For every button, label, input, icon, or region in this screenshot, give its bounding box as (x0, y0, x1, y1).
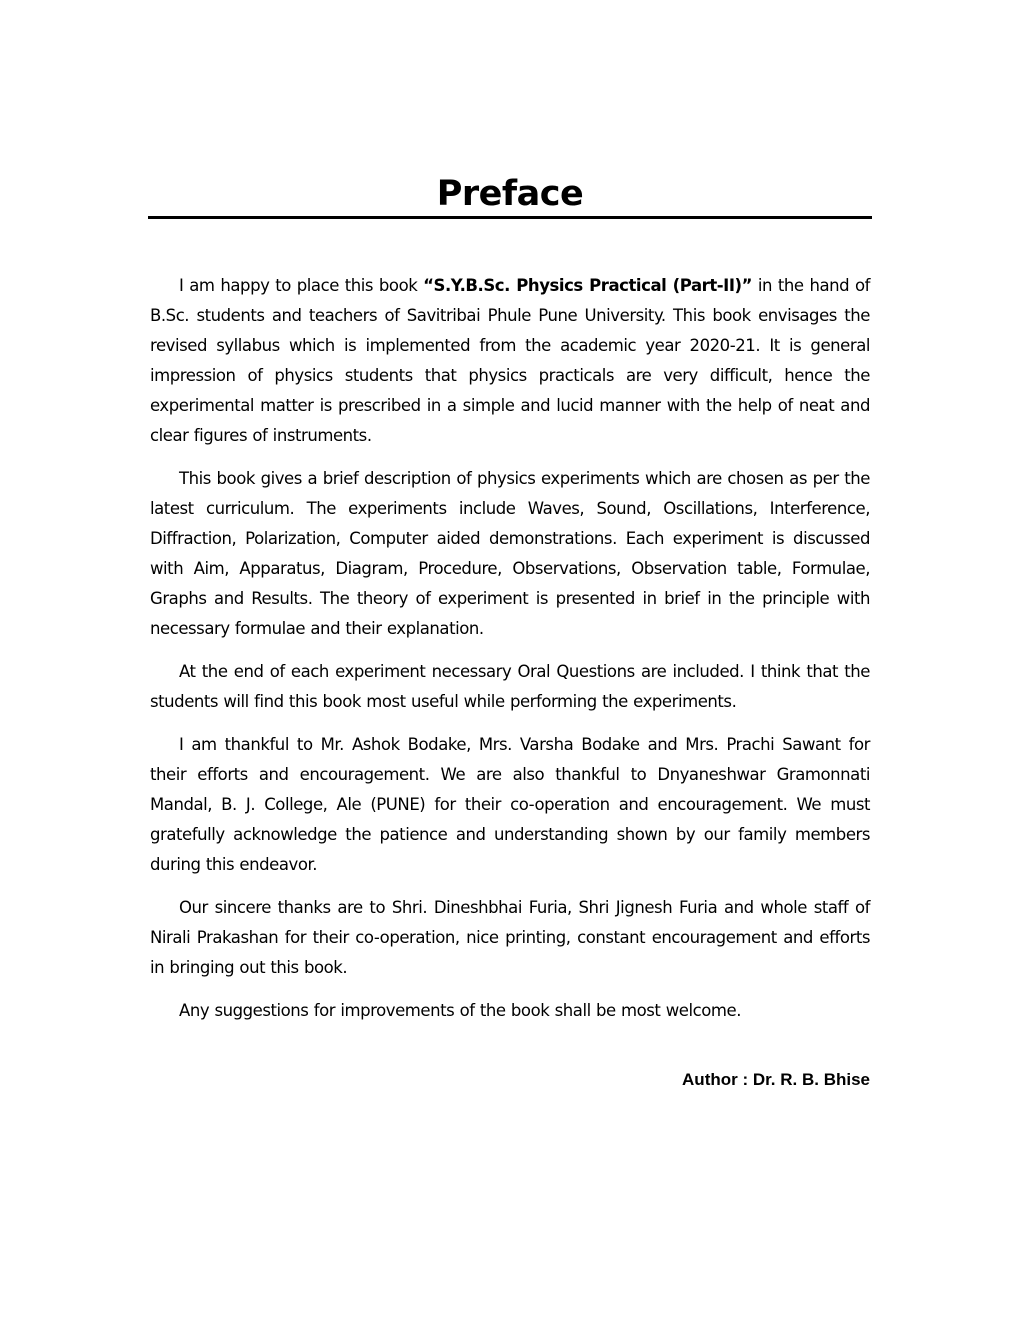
author-signature: Author : Dr. R. B. Bhise (682, 1070, 870, 1089)
paragraph-3: At the end of each experiment necessary Oral Questions are included. I think that the students will find this book most useful while performing the experiments. (150, 662, 870, 711)
book-title: “S.Y.B.Sc. Physics Practical (Part-II)” (423, 276, 753, 295)
paragraph-5: Our sincere thanks are to Shri. Dineshbhai Furia, Shri Jignesh Furia and whole staff of Nirali Prakashan for their co-operation, nice printing, constant encouragement and efforts in bringing out this book. (150, 898, 870, 977)
preface-body (150, 271, 870, 1039)
paragraph-2: This book gives a brief description of physics experiments which are chosen as per the latest curriculum. The experiments include Waves, Sound, Oscillations, Interference, Diffraction, Polarization, Computer aided demonstrations. Each experiment is discussed with Aim, Apparatus, Diagram, Procedure, Observations, Observation table, Formulae, Graphs and Results. The theory of experiment is presented in brief in the principle with necessary formulae and their explanation. (150, 469, 870, 638)
paragraph-4: I am thankful to Mr. Ashok Bodake, Mrs. Varsha Bodake and Mrs. Prachi Sawant for their efforts and encouragement. We are also thankful to Dnyaneshwar Gramonnati Mandal, B. J. College, Ale (PUNE) for their co-operation and encouragement. We must gratefully acknowledge the patience and understanding shown by our family members during this endeavor. (150, 735, 870, 874)
paragraph-1 (150, 271, 870, 451)
paragraph-1-rest: in the hand of B.Sc. students and teachers of Savitribai Phule Pune University. This book envisages the revised syllabus which is implemented from the academic year 2020-21. It is general impression of physics students that physics practicals are very difficult, hence the experimental matter is prescribed in a simple and lucid manner with the help of neat and clear figures of instruments. (150, 276, 870, 445)
page-title: Preface (436, 174, 584, 214)
paragraph-6: Any suggestions for improvements of the book shall be most welcome. (179, 1001, 742, 1020)
title-underline (148, 216, 872, 219)
paragraph-1-intro: I am happy to place this book (179, 276, 424, 295)
